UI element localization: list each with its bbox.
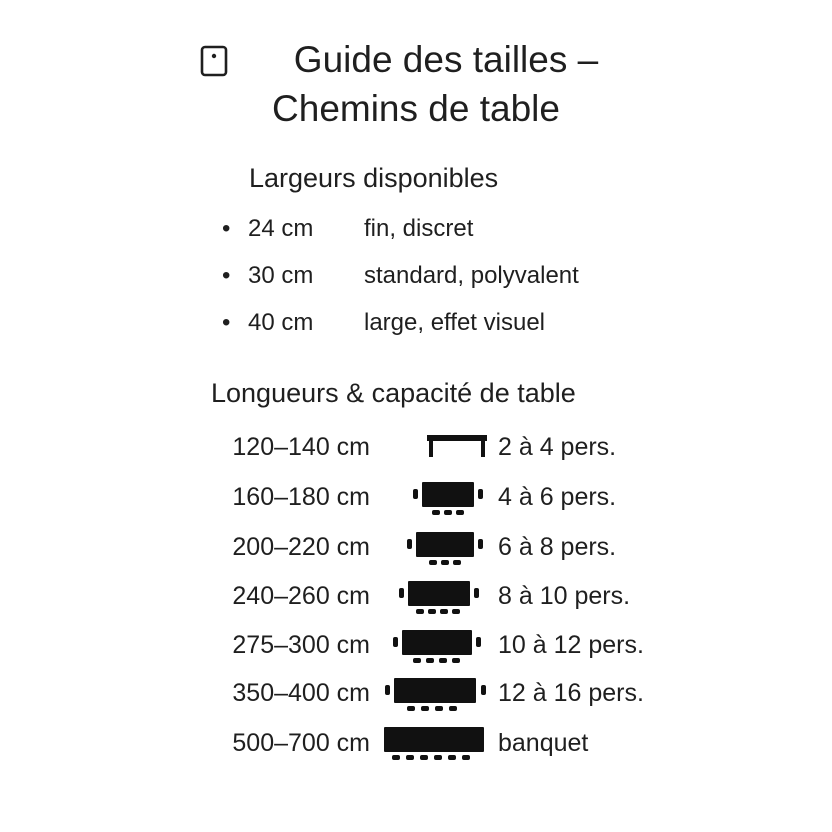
length-range: 120–140 cm [232,433,370,461]
page-title-line-1: Guide des tailles – [293,39,599,80]
table-10-12-icon [392,626,484,666]
length-range: 240–260 cm [232,582,370,610]
table-6-8-icon [406,528,484,568]
length-range: 350–400 cm [232,679,370,707]
length-row [0,528,832,568]
length-range: 500–700 cm [232,729,370,757]
width-size: 40 cm [248,309,314,336]
capacity-label: 12 à 16 pers. [498,679,644,707]
length-row [0,674,832,714]
length-range: 275–300 cm [232,631,370,659]
width-description: large, effet visuel [364,309,545,336]
table-2-4-icon [426,428,488,464]
length-row [0,478,832,518]
widths-heading: Largeurs disponibles [249,163,499,193]
bullet: • [222,215,231,242]
capacity-label: 2 à 4 pers. [498,433,617,461]
length-row [0,428,832,468]
capacity-label: 4 à 6 pers. [498,483,617,511]
capacity-label: 8 à 10 pers. [498,582,631,610]
capacity-label: 10 à 12 pers. [498,631,644,659]
capacity-label: banquet [498,729,589,757]
table-8-10-icon [398,577,484,617]
width-size: 24 cm [248,215,314,242]
width-size: 30 cm [248,262,314,289]
bullet: • [222,309,231,336]
length-row [0,626,832,666]
length-range: 200–220 cm [232,533,370,561]
length-row [0,724,832,764]
lengths-heading: Longueurs & capacité de table [211,378,576,408]
bullet: • [222,262,231,289]
width-description: standard, polyvalent [364,262,579,289]
width-description: fin, discret [364,215,474,242]
table-4-6-icon [412,478,484,518]
page-title-line-2: Chemins de table [272,88,560,129]
table-banquet-icon [383,724,487,766]
length-row [0,577,832,617]
capacity-label: 6 à 8 pers. [498,533,617,561]
table-12-16-icon [384,674,488,714]
length-range: 160–180 cm [232,483,370,511]
